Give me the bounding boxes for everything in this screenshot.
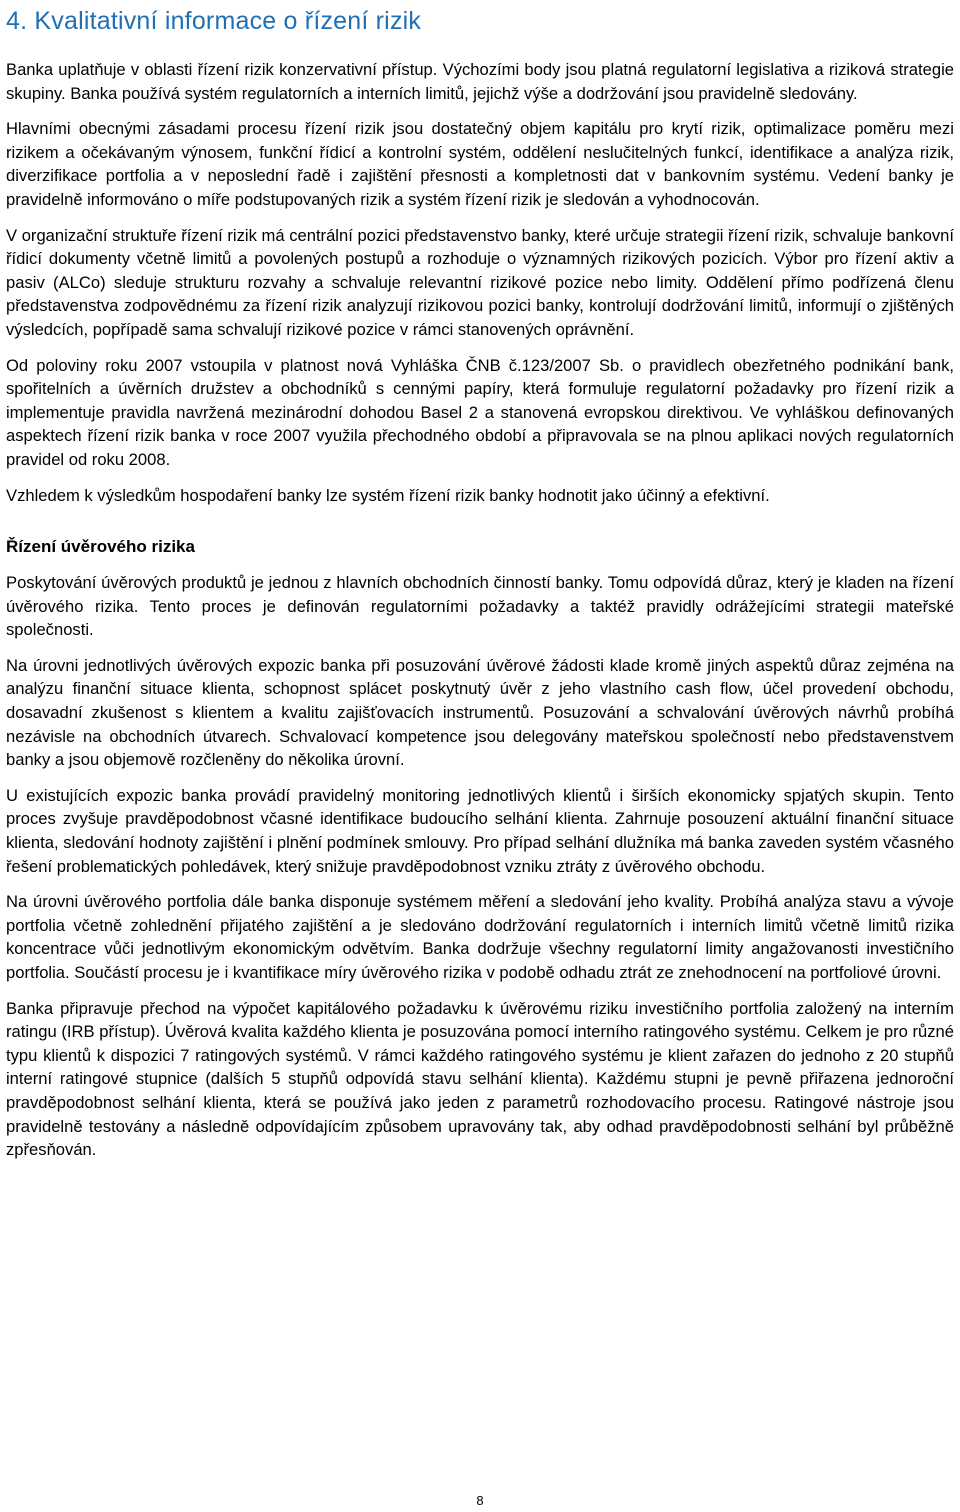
paragraph-portfolio: Na úrovni úvěrového portfolia dále banka disponuje systémem měření a sledování jeho kvality. Probíhá analýza stavu a vývoje portfolia včetně zohlednění přijatého zajištění a je sledováno dodržování regulatorních i interních limitů včetně limitů rizika koncentrace vůči jednotlivým ekonomickým odvětvím. Banka dodržuje všechny regulatorní limity angažovanosti investičního portfolia. Součástí procesu je i kvantifikace míry úvěrového rizika v podobě odhadu ztrát ze znehodnocení na portfoliové úrovni. <box>6 892 954 982</box>
paragraph-risk-principles: Hlavními obecnými zásadami procesu řízení rizik jsou dostatečný objem kapitálu pro krytí rizik, optimalizace poměru mezi rizikem a očekávaným výnosem, funkční řídicí a kontrolní systém, oddělení neslučitelných funkcí, identifikace a analýza rizik, diverzifikace portfolia a v neposlední řadě i zajištění přesnosti a kompletnosti dat v bankovním systému. Vedení banky je pravidelně informováno o míře podstupovaných rizik a systém řízení rizik je sledován a vyhodnocován. <box>6 119 954 209</box>
paragraph-monitoring: U existujících expozic banka provádí pravidelný monitoring jednotlivých klientů i širších ekonomicky spjatých skupin. Tento proces zvyšuje pravděpodobnost včasné identifikace budoucího selhání klienta. Zahrnuje posouzení aktuální finanční situace klienta, sledování hodnoty zajištění i plnění podmínek smlouvy. Pro případ selhání dlužníka má banka zaveden systém včasného řešení problematických pohledávek, který snižuje pravděpodobnost vzniku ztráty z úvěrového obchodu. <box>6 785 954 876</box>
paragraph-regulation: Od poloviny roku 2007 vstoupila v platnost nová Vyhláška ČNB č.123/2007 Sb. o pravidlech obezřetného podnikání bank, spořitelních a úvěrních družstev a obchodníků s cennými papíry, která formuluje regulatorní požadavky pro řízení rizik a implementuje pravidla navržená mezinárodní dohodou Basel 2 a stanovená evropskou direktivou. Ve vyhláškou definovaných aspektech řízení rizik banka v roce 2007 využila přechodného období a připravovala se na plnou aplikaci nových regulatorních pravidel od roku 2008. <box>6 355 954 469</box>
credit-risk-subheading: Řízení úvěrového rizika <box>6 537 195 557</box>
section-heading: 4. Kvalitativní informace o řízení rizik <box>6 7 422 35</box>
paragraph-effectiveness: Vzhledem k výsledkům hospodaření banky lze systém řízení rizik banky hodnotit jako účinný a efektivní. <box>6 485 770 505</box>
page-number: 8 <box>476 1493 484 1508</box>
paragraph-organization: V organizační struktuře řízení rizik má centrální pozici představenstvo banky, které určuje strategii řízení rizik, schvaluje bankovní řídicí dokumenty včetně limitů a povolených postupů a rozhoduje o významných rizikových pozicích. Výbor pro řízení aktiv a pasiv (ALCo) sleduje strukturu rozvahy a schvaluje relevantní rizikové pozice nebo limity. Oddělení přímo podřízená členu představenstva zodpovědnému za řízení rizik analyzují rizikovou pozici banky, kontrolují dodržování limitů, informují o zjištěných výsledcích, popřípadě sama schvalují rizikové pozice v rámci stanovených oprávnění. <box>6 225 954 339</box>
paragraph-risk-approach: Banka uplatňuje v oblasti řízení rizik konzervativní přístup. Výchozími body jsou platná regulatorní legislativa a riziková strategie skupiny. Banka používá systém regulatorních a interních limitů, jejichž výše a dodržování jsou pravidelně sledovány. <box>6 60 954 103</box>
paragraph-credit-products: Poskytování úvěrových produktů je jednou z hlavních obchodních činností banky. Tomu odpovídá důraz, který je kladen na řízení úvěrového rizika. Tento proces je definován regulatorními požadavky a taktéž pravidly odrážejícími strategii mateřské společnosti. <box>6 573 954 640</box>
document-page <box>6 0 954 1162</box>
paragraph-credit-exposures: Na úrovni jednotlivých úvěrových expozic banka při posuzování úvěrové žádosti klade kromě jiných aspektů důraz zejména na analýzu finanční situace klienta, schopnost splácet poskytnutý úvěr z jeho vlastního cash flow, účel provedení obchodu, dosavadní zkušenost s klientem a kvalitu zajišťovacích instrumentů. Posuzování a schvalování úvěrových návrhů probíhá nezávisle na obchodních útvarech. Schvalovací kompetence jsou delegovány mateřskou společností nebo představenstvem banky a jsou objemově rozčleněny do několika úrovní. <box>6 655 954 770</box>
paragraph-irb-rating: Banka připravuje přechod na výpočet kapitálového požadavku k úvěrovému riziku investičního portfolia založený na interním ratingu (IRB přístup). Úvěrová kvalita každého klienta je posuzována pomocí interního ratingového systému. Celkem je pro různé typu klientů k dispozici 7 ratingových systémů. V rámci každého ratingového systému je klient zařazen do jednoho z 20 stupňů interní ratingové stupnice (dalších 5 stupňů odpovídá stavu selhání klienta). Každému stupni je pevně přiřazena jednoroční pravděpodobnost selhání klienta, která se používá jako jeden z parametrů rozhodovacího procesu. Ratingové nástroje jsou pravidelně testovány a následně odpovídajícím způsobem upravovány tak, aby odhad pravděpodobnosti selhání byl průběžně zpřesňován. <box>6 998 954 1160</box>
